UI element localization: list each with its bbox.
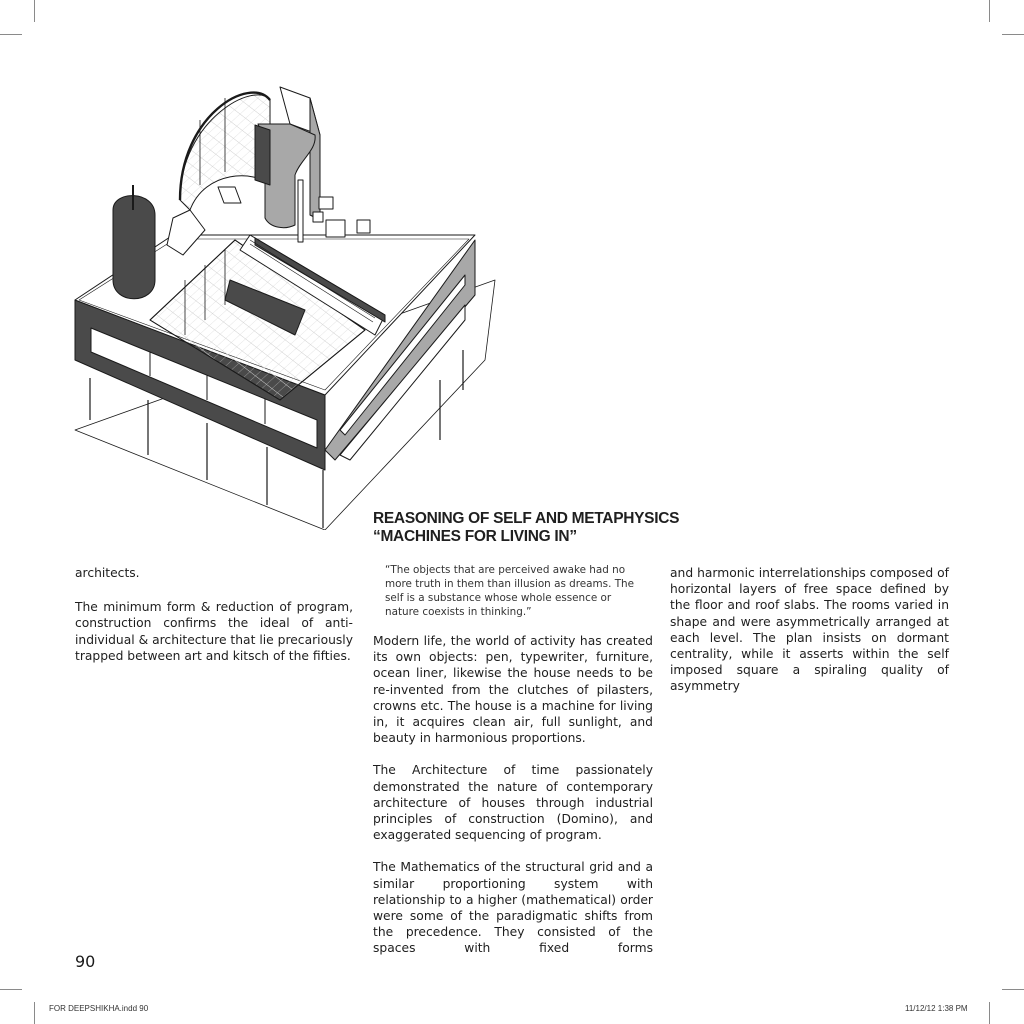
middle-column [373,563,653,973]
slug-timestamp: 11/12/12 1:38 PM [905,1004,968,1013]
paragraph: The Architecture of time passionately demonstrated the nature of contemporary architecture of houses through industrial principles of construction (Domino), and exaggerated sequencing of program. [373,763,653,843]
heading-line-1: REASONING OF SELF AND METAPHYSICS [373,510,680,527]
crop-mark [1002,989,1024,990]
crop-mark [989,1002,990,1024]
section-heading [373,510,680,546]
paragraph: Modern life, the world of activity has created its own objects: pen, typewriter, furniture, ocean liner, likewise the house needs to be re-invented from the clutches of pilasters, crowns etc. The house is a machine for living in, it acquires clean air, full sunlight, and beauty in harmonious proportions. [373,634,653,746]
crop-mark [989,0,990,22]
chimney [298,180,303,242]
crop-mark [0,34,22,35]
axonometric-house-drawing [55,60,525,530]
paragraph: architects. [75,566,140,580]
paragraph: The minimum form & reduction of program, construction confirms the ideal of anti-individual & architecture that lie precariously trapped between art and kitsch of the fifties. [75,600,353,663]
paragraph: The Mathematics of the structural grid and a similar proportioning system with relationship to a higher (mathematical) order were some of the paradigmatic shifts from the precedence. They consisted of the spaces with fixed forms [373,860,653,956]
crop-mark [34,0,35,22]
heading-line-2: “MACHINES FOR LIVING IN” [373,528,577,545]
right-column [670,565,949,711]
paragraph: and harmonic interrelationships composed of horizontal layers of free space defined by the floor and roof slabs. The rooms varied in shape and were asymmetrically arranged at each level. The plan insists on dormant centrality, while it asserts within the self imposed square a spiraling quality of asymmetry [670,566,949,694]
page-number: 90 [75,952,96,971]
cylindrical-wall [113,196,155,299]
crop-mark [1002,34,1024,35]
left-column [75,565,353,680]
epigraph-quote: “The objects that are perceived awake had no more truth in them than illusion as dreams. The self is a substance whose whole essence or nature coexists in thinking.” [385,564,635,618]
slug-file-info: FOR DEEPSHIKHA.indd 90 [49,1004,149,1013]
crop-mark [0,989,22,990]
crop-mark [34,1002,35,1024]
